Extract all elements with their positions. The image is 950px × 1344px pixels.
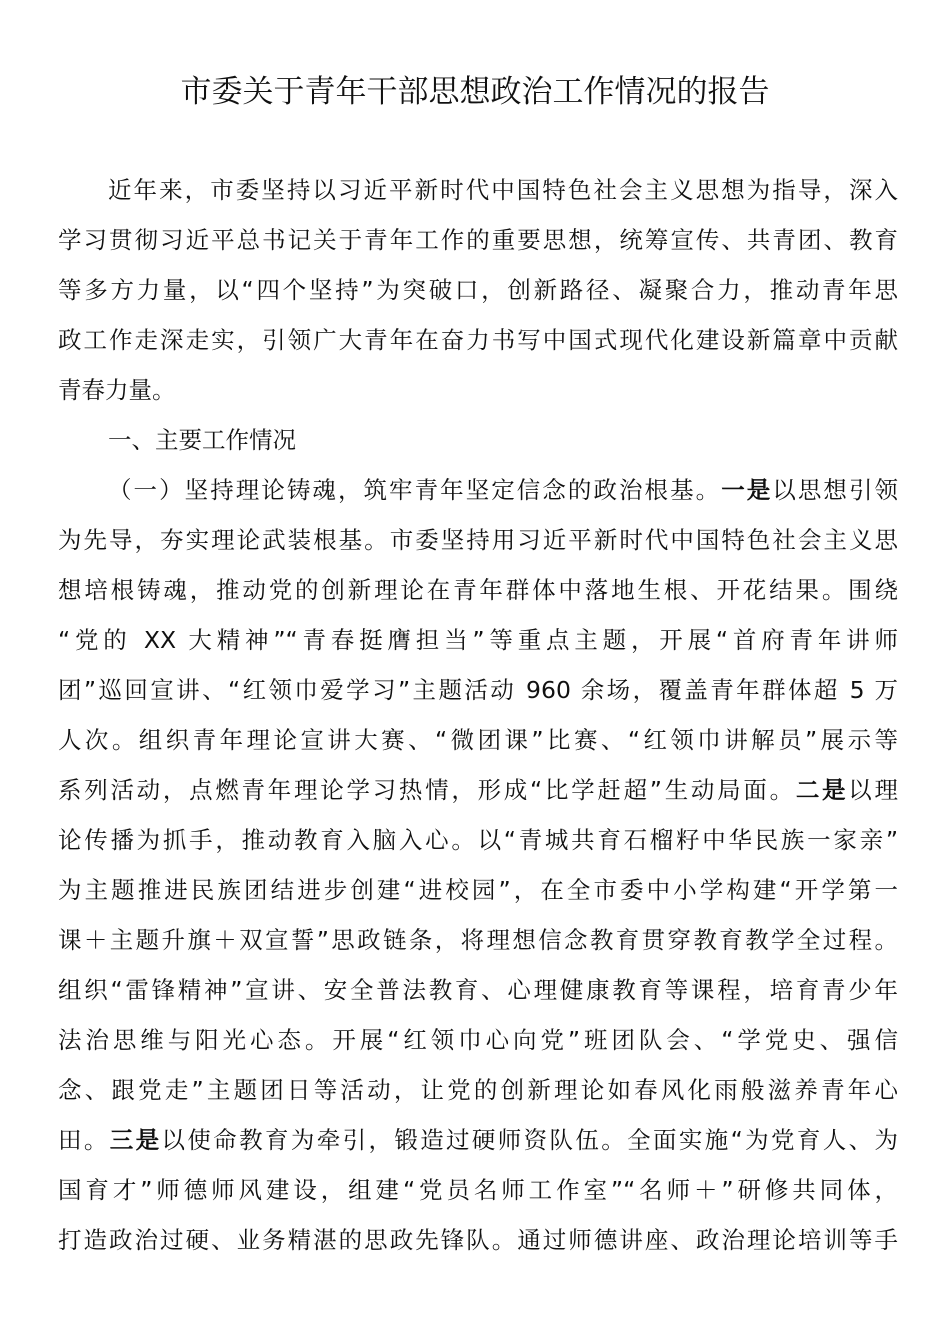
- paragraph-line: 学习贯彻习近平总书记关于青年工作的重要思想，统筹宣传、共青团、教育: [58, 226, 898, 254]
- subsection-heading: （一）坚持理论铸魂，筑牢青年坚定信念的政治根基。: [108, 476, 722, 504]
- paragraph-line: 国育才”师德师风建设，组建“党员名师工作室”“名师＋”研修共同体，: [58, 1176, 898, 1204]
- paragraph-line: 课＋主题升旗＋双宣誓”思政链条，将理想信念教育贯穿教育教学全过程。: [58, 926, 898, 954]
- paragraph-line: 青春力量。: [58, 376, 176, 404]
- paragraph-line: 系列活动，点燃青年理论学习热情，形成“比学赶超”生动局面。二是以理: [58, 776, 899, 804]
- paragraph-line: 政工作走深走实，引领广大青年在奋力书写中国式现代化建设新篇章中贡献: [58, 326, 898, 354]
- paragraph-line: （一）坚持理论铸魂，筑牢青年坚定信念的政治根基。一是以思想引领: [108, 476, 899, 504]
- paragraph-line: 想培根铸魂，推动党的创新理论在青年群体中落地生根、开花结果。围绕: [58, 576, 898, 604]
- document-title: 市委关于青年干部思想政治工作情况的报告: [180, 74, 770, 110]
- paragraph-line: 田。三是以使命教育为牵引，锻造过硬师资队伍。全面实施“为党育人、为: [58, 1126, 899, 1154]
- paragraph-line: 法治思维与阳光心态。开展“红领巾心向党”班团队会、“学党史、强信: [58, 1026, 898, 1054]
- bold-keyword: 三是: [109, 1126, 162, 1154]
- paragraph-line: 论传播为抓手，推动教育入脑入心。以“青城共育石榴籽中华民族一家亲”: [58, 826, 898, 854]
- paragraph-line: “党的 XX 大精神”“青春挺膺担当”等重点主题，开展“首府青年讲师: [58, 626, 898, 654]
- paragraph-line: 组织“雷锋精神”宣讲、安全普法教育、心理健康教育等课程，培育青少年: [58, 976, 898, 1004]
- paragraph-line: 为主题推进民族团结进步创建“进校园”，在全市委中小学构建“开学第一: [58, 876, 898, 904]
- paragraph-line: 等多方力量，以“四个坚持”为突破口，创新路径、凝聚合力，推动青年思: [58, 276, 898, 304]
- paragraph-line: 近年来，市委坚持以习近平新时代中国特色社会主义思想为指导，深入: [108, 176, 898, 204]
- paragraph-line: 为先导，夯实理论武装根基。市委坚持用习近平新时代中国特色社会主义思: [58, 526, 898, 554]
- section-heading: 一、主要工作情况: [108, 426, 296, 454]
- document-body: [58, 165, 898, 1265]
- paragraph-line: 团”巡回宣讲、“红领巾爱学习”主题活动 960 余场，覆盖青年群体超 5 万: [58, 676, 898, 704]
- paragraph-line: 打造政治过硬、业务精湛的思政先锋队。通过师德讲座、政治理论培训等手: [58, 1226, 898, 1254]
- bold-keyword: 一是: [721, 476, 773, 504]
- paragraph-line: 念、跟党走”主题团日等活动，让党的创新理论如春风化雨般滋养青年心: [58, 1076, 898, 1104]
- bold-keyword: 二是: [795, 776, 849, 804]
- paragraph-line: 人次。组织青年理论宣讲大赛、“微团课”比赛、“红领巾讲解员”展示等: [58, 726, 898, 754]
